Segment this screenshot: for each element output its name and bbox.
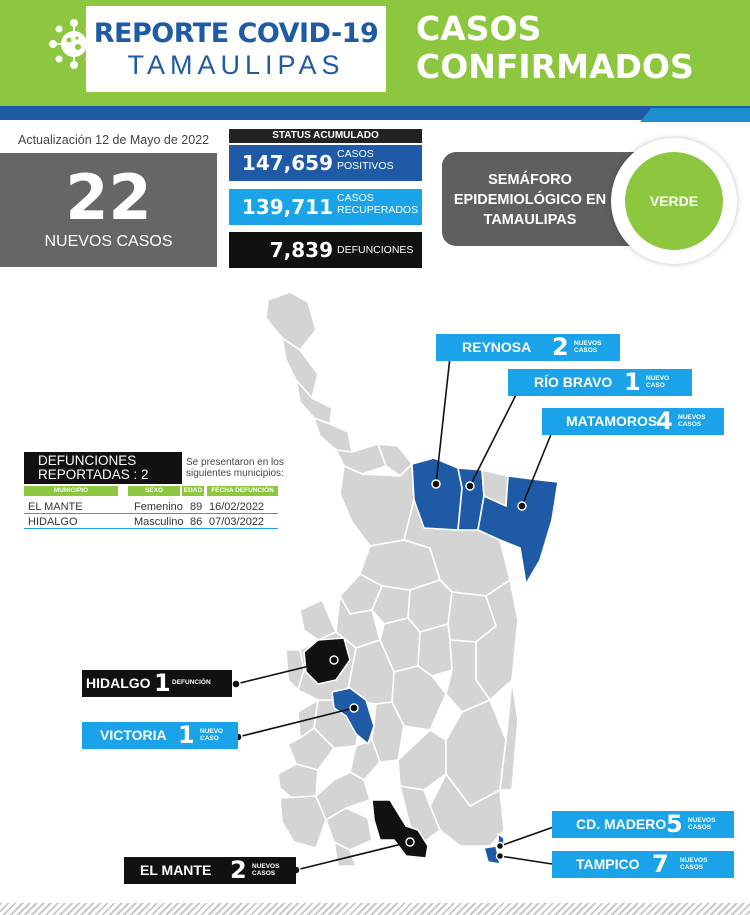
callout-note: NUEVOS CASOS <box>688 817 716 831</box>
callout-name: VICTORIA <box>100 727 167 743</box>
col-edad: EDAD <box>183 487 203 494</box>
table-row <box>24 500 278 514</box>
callout-rio-bravo <box>508 369 692 396</box>
callout-name: MATAMOROS <box>566 413 658 429</box>
callout-note: NUEVOS CASOS <box>574 340 602 354</box>
callout-name: RÍO BRAVO <box>534 374 613 390</box>
section-title-line1: CASOS <box>416 9 542 48</box>
callout-count: 2 <box>230 856 247 884</box>
callout-matamoros <box>542 408 724 435</box>
cell-municipio: EL MANTE <box>28 501 83 513</box>
callout-count: 7 <box>652 850 669 878</box>
callout-note: NUEVOS CASOS <box>680 857 708 871</box>
stat-recovered-label: CASOS RECUPERADOS <box>337 192 419 216</box>
col-municipio: MUNICIPIO <box>24 486 118 496</box>
callout-note: NUEVOS CASOS <box>252 863 280 877</box>
callout-note: NUEVOS CASOS <box>678 414 706 428</box>
callout-name: CD. MADERO <box>576 816 667 832</box>
callout-count: 5 <box>666 810 683 838</box>
col-sexo: SEXO <box>128 486 180 496</box>
status-heading: STATUS ACUMULADO <box>229 129 422 143</box>
map-nuevo-laredo <box>266 292 316 350</box>
stat-positive-value: 147,659 <box>241 151 333 175</box>
section-title-line2: CONFIRMADOS <box>416 47 694 86</box>
callout-hidalgo <box>82 670 232 697</box>
map-miguel-aleman <box>314 418 352 452</box>
new-cases-label: NUEVOS CASOS <box>44 233 173 250</box>
callout-note: NUEVO CASO <box>646 375 670 389</box>
stat-deaths-label: DEFUNCIONES <box>337 244 414 256</box>
cell-municipio: HIDALGO <box>28 516 78 528</box>
callout-tampico <box>552 851 734 878</box>
callout-reynosa <box>436 334 620 361</box>
update-date: Actualización 12 de Mayo de 2022 <box>18 133 210 147</box>
callout-victoria <box>82 722 238 749</box>
callout-name: HIDALGO <box>86 675 151 691</box>
map-padilla <box>418 624 452 676</box>
map-xicotencatl <box>398 730 446 790</box>
callout-count: 1 <box>624 368 641 396</box>
callout-note: DEFUNCIÓN <box>172 679 211 686</box>
callout-cd-madero <box>552 811 734 838</box>
callout-note: NUEVO CASO <box>200 728 224 742</box>
callout-count: 4 <box>656 407 673 435</box>
deaths-table-header <box>24 486 278 496</box>
cell-edad: 89 <box>190 501 203 513</box>
map-mendez <box>340 464 414 546</box>
callout-count: 1 <box>154 669 171 697</box>
semaforo-status: VERDE <box>625 152 723 250</box>
callout-el-mante <box>124 857 296 884</box>
callout-name: REYNOSA <box>462 339 532 355</box>
map-bustamante <box>278 764 318 798</box>
cell-sexo: Femenino <box>134 501 183 513</box>
new-cases-count: 22 <box>65 161 152 234</box>
col-fecha: FECHA DEFUNCIÓN <box>207 486 278 496</box>
stat-positive-label: CASOS POSITIVOS <box>337 148 394 172</box>
callout-name: TAMPICO <box>576 856 640 872</box>
semaforo-label: SEMÁFORO EPIDEMIOLÓGICO EN TAMAULIPAS <box>453 172 607 228</box>
cell-fecha: 16/02/2022 <box>209 501 265 513</box>
deaths-title: DEFUNCIONES REPORTADAS : 2 <box>24 452 182 484</box>
report-subtitle: TAMAULIPAS <box>127 50 345 80</box>
report-title: REPORTE COVID-19 <box>93 18 379 49</box>
stat-recovered-value: 139,711 <box>241 195 333 219</box>
footer-hatch <box>0 903 750 915</box>
deaths-note: Se presentaron en los siguientes municipios: <box>186 457 284 479</box>
cell-sexo: Masculino <box>134 516 184 528</box>
callout-count: 1 <box>178 721 195 749</box>
stat-deaths-value: 7,839 <box>269 238 333 262</box>
table-row <box>24 515 278 529</box>
callout-name: EL MANTE <box>140 862 212 878</box>
callout-count: 2 <box>552 333 569 361</box>
cell-edad: 86 <box>190 516 203 528</box>
cell-fecha: 07/03/2022 <box>209 516 265 528</box>
